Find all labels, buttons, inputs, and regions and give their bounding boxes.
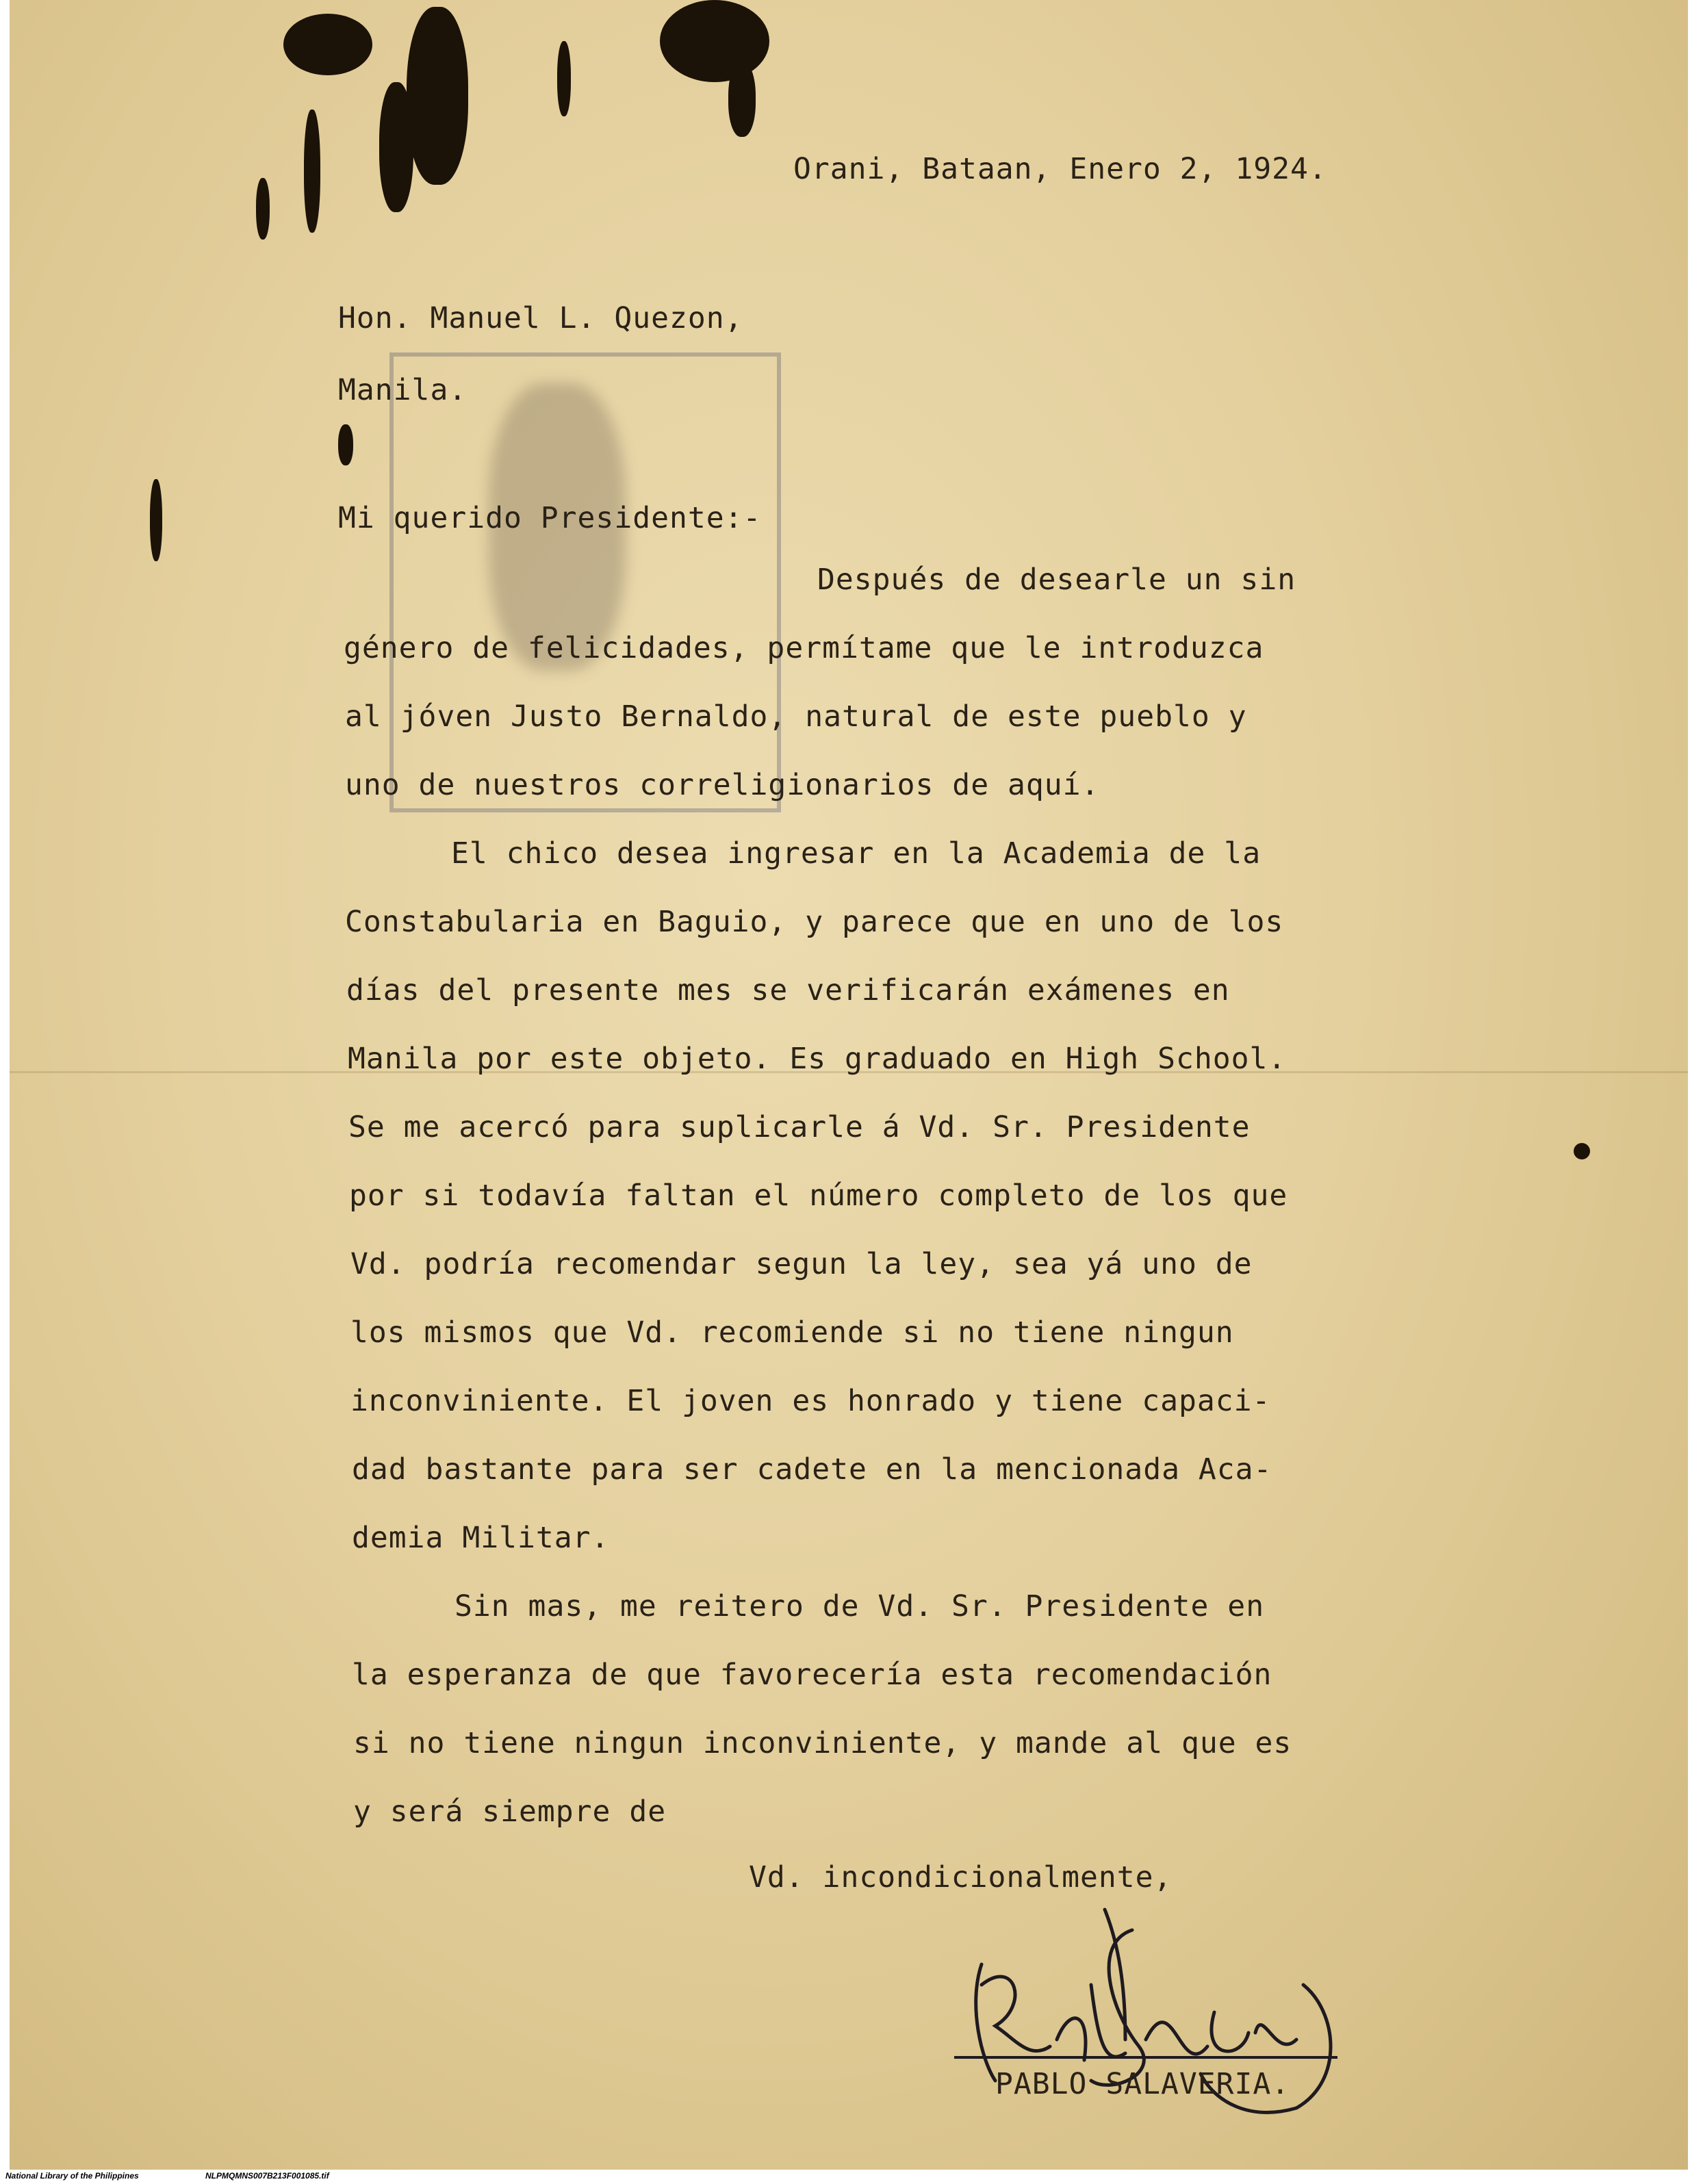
closing: Vd. incondicionalmente, <box>749 1860 1173 1894</box>
archive-footer <box>0 2170 1703 2184</box>
ink-stain <box>256 178 270 240</box>
paragraph-line: los mismos que Vd. recomiende si no tiene ningun <box>350 1315 1234 1350</box>
paragraph-line: y será siempre de <box>353 1795 667 1829</box>
paragraph-line: Después de desearle un sin <box>817 563 1296 597</box>
salutation: Mi querido Presidente:- <box>338 501 762 535</box>
file-name: NLPMQMNS007B213F001085.tif <box>205 2171 329 2181</box>
ink-stain <box>728 62 756 137</box>
ink-stain <box>150 479 162 561</box>
letter-paper <box>10 0 1688 2170</box>
paragraph-line: dad bastante para ser cadete en la mencionada Aca- <box>352 1452 1272 1487</box>
paragraph-line: la esperanza de que favorecería esta recomendación <box>352 1658 1272 1692</box>
paragraph-line: si no tiene ningun inconviniente, y mande al que es <box>353 1726 1292 1760</box>
ink-stain <box>283 14 372 75</box>
ink-stain <box>407 7 468 185</box>
paragraph-line: inconviniente. El joven es honrado y tiene capaci- <box>350 1384 1271 1418</box>
place-date: Orani, Bataan, Enero 2, 1924. <box>793 152 1327 186</box>
ink-stain <box>304 110 320 233</box>
paragraph-line: demia Militar. <box>352 1521 610 1555</box>
paragraph-line: días del presente mes se verificarán exámenes en <box>346 973 1230 1007</box>
paragraph-line: al jóven Justo Bernaldo, natural de este pueblo y <box>345 699 1247 734</box>
paragraph-line: El chico desea ingresar en la Academia de la <box>451 836 1262 871</box>
paragraph-line: Manila por este objeto. Es graduado en High School. <box>348 1042 1287 1076</box>
paragraph-line: Constabularia en Baguio, y parece que en uno de los <box>345 905 1284 939</box>
ink-stain <box>660 0 769 82</box>
library-credit: National Library of the Philippines <box>5 2171 139 2181</box>
signatory-name: PABLO SALAVERIA. <box>995 2067 1290 2101</box>
paragraph-line: género de felicidades, permítame que le introduzca <box>344 631 1264 665</box>
ink-stain <box>1574 1143 1590 1159</box>
ink-stain <box>379 82 413 212</box>
paragraph-line: Vd. podría recomendar segun la ley, sea yá uno de <box>350 1247 1253 1281</box>
paragraph-line: uno de nuestros correligionarios de aquí. <box>345 768 1100 802</box>
paragraph-line: Se me acercó para suplicarle á Vd. Sr. Presidente <box>348 1110 1251 1144</box>
paragraph-line: Sin mas, me reitero de Vd. Sr. Presidente en <box>454 1589 1265 1623</box>
ink-stain <box>338 424 353 465</box>
ink-stain <box>557 41 571 116</box>
paragraph-line: por si todavía faltan el número completo de los que <box>349 1179 1288 1213</box>
recipient-name: Hon. Manuel L. Quezon, <box>338 301 743 335</box>
recipient-city: Manila. <box>338 373 468 407</box>
